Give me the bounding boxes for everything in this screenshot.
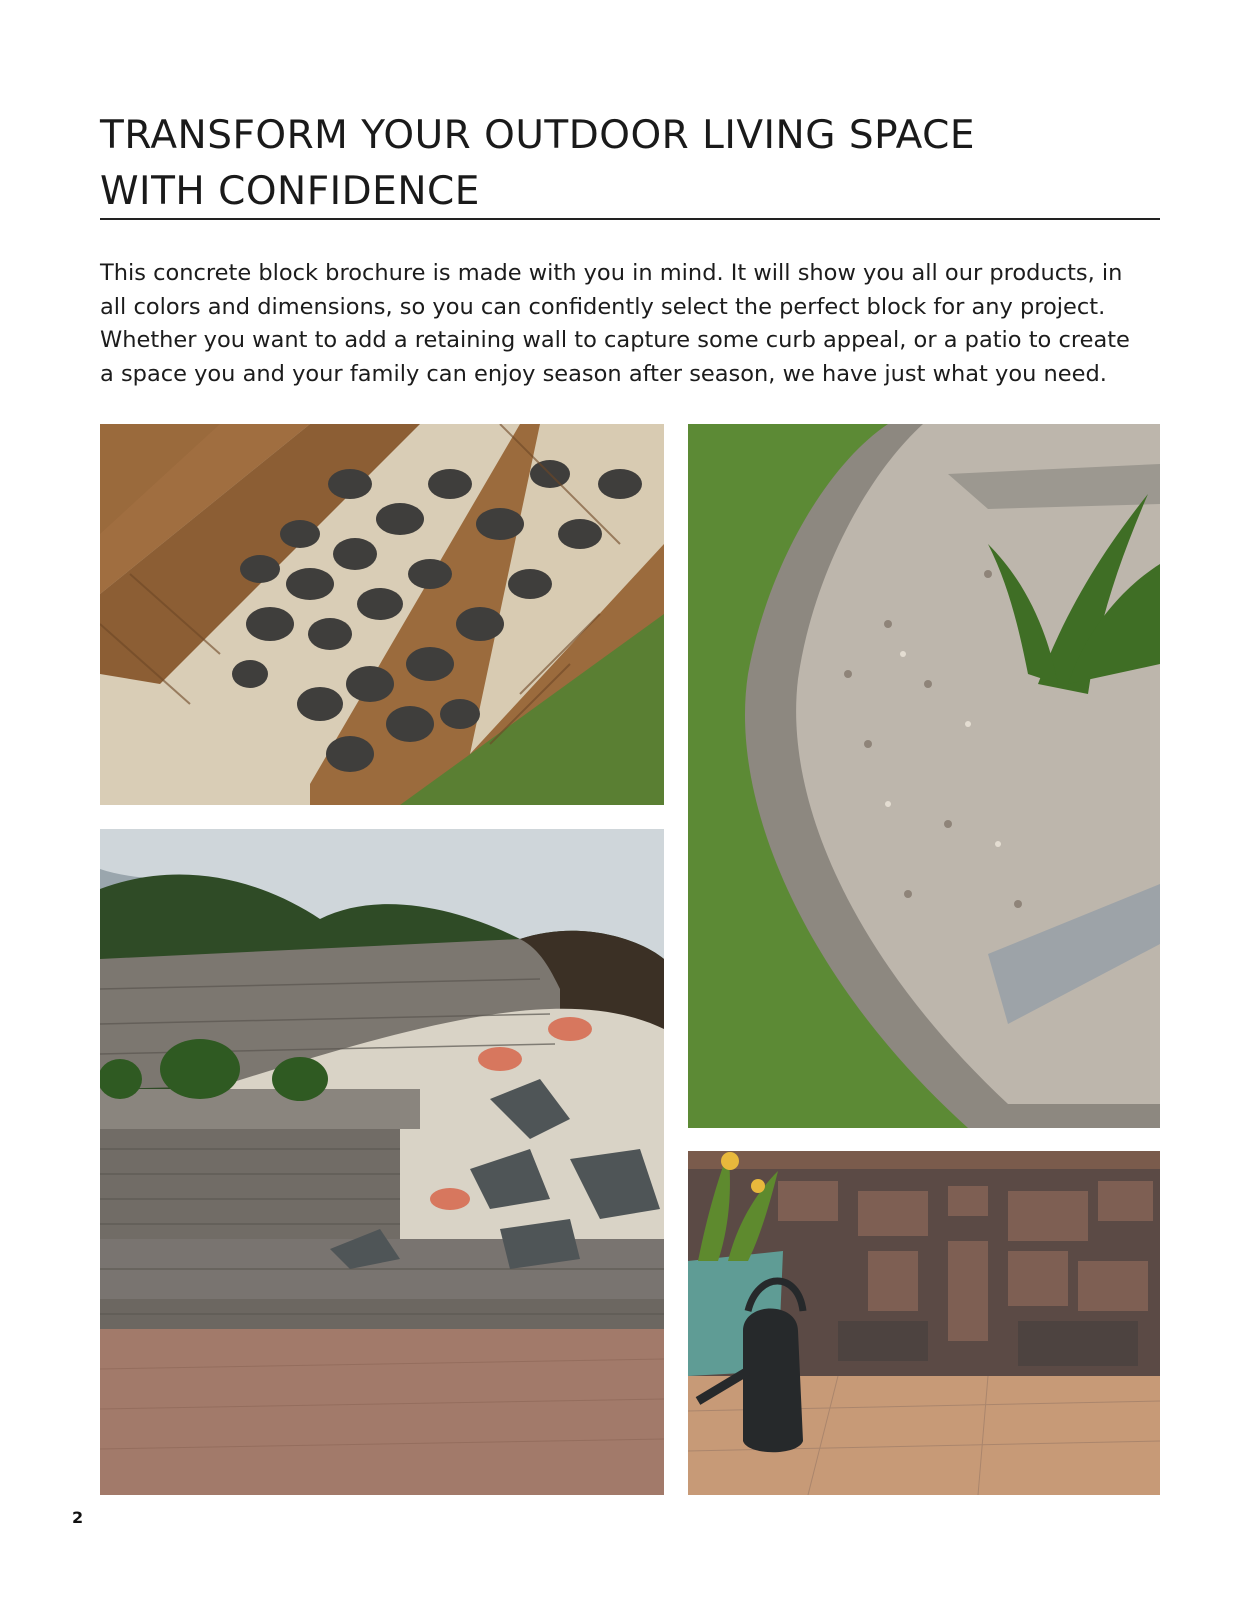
intro-line-1: This concrete block brochure is made with you in mind. It will show you all our products, in	[100, 260, 1123, 286]
intro-paragraph	[100, 257, 1170, 391]
intro-line-4: a space you and your family can enjoy season after season, we have just what you need.	[100, 360, 1107, 387]
stone-wall-planter-photo	[688, 1151, 1160, 1495]
gravel-bed-edging-photo	[688, 424, 1160, 1128]
page-number: 2	[72, 1508, 84, 1527]
headline-divider	[100, 218, 1160, 220]
intro-line-3: Whether you want to add a retaining wall to capture some curb appeal, or a patio to create	[100, 327, 1130, 353]
page-headline	[100, 108, 1160, 220]
headline-line-2: WITH CONFIDENCE	[100, 169, 480, 214]
headline-line-1: TRANSFORM YOUR OUTDOOR LIVING SPACE	[100, 113, 975, 158]
cobblestone-paver-photo	[100, 424, 664, 805]
intro-line-2: all colors and dimensions, so you can confidently select the perfect block for any project.	[100, 293, 1106, 320]
retaining-wall-garden-photo	[100, 829, 664, 1495]
